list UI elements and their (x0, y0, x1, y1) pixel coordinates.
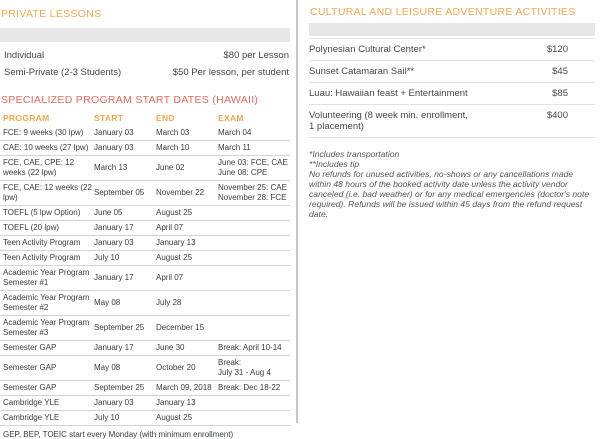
private-lessons-header-bar (0, 28, 290, 42)
activity-price: $85 (552, 88, 568, 99)
text-line: FCE: 9 weeks (30 lpw) (3, 128, 84, 137)
activity-label (309, 44, 426, 55)
lesson-row (0, 64, 290, 81)
note-line: No refunds for unused activities, no-shows or any cancellations made within 48 hours of the booked activity date unless the activity vendor canceled (i.e. bad weather) or for any medical emergencies (doctor's note required). Refunds will be issued within 45 days from the refund request date. (309, 169, 590, 219)
text-line: January 03 (94, 238, 134, 247)
text-line: December 15 (156, 323, 205, 332)
table-cell (156, 251, 218, 266)
activities-header-bar (309, 23, 595, 36)
text-line: May 08 (94, 363, 121, 372)
table-cell (218, 236, 290, 251)
lesson-price: $50 Per lesson, per student (172, 67, 289, 78)
text-line: January 17 (94, 223, 134, 232)
table-cell (94, 316, 156, 341)
table-cell (218, 381, 290, 396)
table-cell (156, 126, 218, 141)
table-cell (94, 206, 156, 221)
text-line: March 11 (218, 143, 251, 152)
table-cell (0, 356, 94, 381)
text-line: TOEFL (20 lpw) (3, 223, 60, 232)
table-cell (94, 411, 156, 426)
text-line: September 25 (94, 323, 145, 332)
table-row (0, 381, 290, 396)
activity-label (309, 110, 468, 132)
column-header: PROGRAM (3, 113, 50, 123)
table-cell (0, 341, 94, 356)
table-cell (156, 141, 218, 156)
table-cell (218, 181, 290, 206)
program-dates-title: SPECIALIZED PROGRAM START DATES (HAWAII) (1, 94, 259, 106)
table-row (0, 356, 290, 381)
text-line: June 08: CPE (218, 168, 268, 177)
text-line: March 03 (156, 128, 190, 137)
table-row (0, 316, 290, 341)
table-row (0, 141, 290, 156)
table-cell (218, 156, 290, 181)
activity-price: $400 (546, 110, 568, 121)
text-line: May 08 (94, 298, 121, 307)
lesson-label: Semi-Private (2-3 Students) (4, 67, 122, 78)
table-row (0, 266, 290, 291)
text-line: Break: Dec 18-22 (218, 383, 281, 392)
text-line: March 10 (156, 143, 190, 152)
activity-row (309, 83, 595, 105)
text-line: January 03 (94, 128, 134, 137)
private-lessons-list (0, 47, 290, 81)
text-line: June 02 (156, 163, 185, 172)
table-cell (0, 221, 94, 236)
table-cell (156, 291, 218, 316)
text-line: Teen Activity Program (3, 253, 81, 262)
table-cell (0, 381, 94, 396)
table-cell (0, 206, 94, 221)
table-cell (94, 356, 156, 381)
text-line: July 10 (94, 413, 120, 422)
note-line: *Includes transportation (309, 149, 400, 159)
left-column (0, 0, 296, 439)
activities-list (309, 38, 595, 138)
activity-row (309, 61, 595, 83)
table-cell (156, 206, 218, 221)
text-line: Semester GAP (3, 343, 57, 352)
table-cell (218, 316, 290, 341)
text-line: January 17 (94, 273, 134, 282)
table-row (0, 251, 290, 266)
text-line: March 13 (94, 163, 128, 172)
text-line: August 25 (156, 208, 193, 217)
text-line: July 10 (94, 253, 120, 262)
text-line: September 25 (94, 383, 145, 392)
table-row (0, 181, 290, 206)
activity-price: $120 (546, 44, 568, 55)
text-line: Semester GAP (3, 363, 57, 372)
table-cell (156, 341, 218, 356)
table-cell (218, 341, 290, 356)
table-cell (218, 251, 290, 266)
text-line: Sunset Catamaran Sail** (309, 66, 415, 77)
text-line: Cambridge YLE (3, 413, 60, 422)
table-cell (218, 221, 290, 236)
text-line: 1 placement) (309, 121, 364, 132)
table-row (0, 236, 290, 251)
table-cell (0, 141, 94, 156)
text-line: January 13 (156, 238, 196, 247)
table-cell (94, 156, 156, 181)
table-cell (156, 181, 218, 206)
text-line: CAE: 10 weeks (27 lpw) (3, 143, 89, 152)
table-cell (94, 221, 156, 236)
text-line: July 31 - Aug 4 (218, 368, 271, 377)
text-line: January 17 (94, 343, 134, 352)
table-cell (0, 236, 94, 251)
text-line: September 05 (94, 188, 145, 197)
table-cell (156, 266, 218, 291)
text-line: FCE, CAE, CPE: 12 weeks (22 lpw) (3, 158, 75, 177)
table-cell (0, 156, 94, 181)
table-cell (218, 141, 290, 156)
program-dates-table (0, 113, 290, 426)
lesson-price: $80 per Lesson (223, 50, 289, 61)
table-cell (0, 181, 94, 206)
column-header: EXAM (218, 113, 244, 123)
private-lessons-title: PRIVATE LESSONS (1, 8, 102, 20)
text-line: Break: April 10-14 (218, 343, 282, 352)
table-cell (218, 411, 290, 426)
text-line: Volunteering (8 week min. enrollment, (309, 110, 468, 121)
table-cell (94, 236, 156, 251)
text-line: November 25: CAE (218, 183, 287, 192)
table-cell (218, 266, 290, 291)
text-line: March 09, 2018 (156, 383, 212, 392)
table-cell (156, 356, 218, 381)
text-line: April 07 (156, 223, 184, 232)
table-cell (94, 141, 156, 156)
text-line: Academic Year Program Semester #2 (3, 293, 90, 312)
lesson-label: Individual (4, 50, 45, 61)
text-line: Academic Year Program Semester #3 (3, 318, 90, 337)
text-line: Academic Year Program Semester #1 (3, 268, 90, 287)
activity-label (309, 66, 414, 77)
table-cell (94, 396, 156, 411)
table-row (0, 341, 290, 356)
table-cell (156, 396, 218, 411)
text-line: November 22 (156, 188, 205, 197)
table-cell (94, 251, 156, 266)
table-row (0, 126, 290, 141)
table-cell (94, 291, 156, 316)
lesson-row (0, 47, 290, 64)
text-line: July 28 (156, 298, 182, 307)
text-line: March 04 (218, 128, 252, 137)
table-row (0, 291, 290, 316)
table-row (0, 221, 290, 236)
table-footnote: GEP, BEP, TOEIC start every Monday (with minimum enrollment) (3, 430, 234, 439)
text-line: Semester GAP (3, 383, 57, 392)
text-line: January 13 (156, 398, 196, 407)
right-column (296, 0, 600, 423)
table-cell (218, 126, 290, 141)
activity-row (309, 105, 595, 138)
table-row (0, 156, 290, 181)
text-line: April 07 (156, 273, 184, 282)
table-cell (94, 341, 156, 356)
table-cell (0, 266, 94, 291)
table-cell (0, 396, 94, 411)
text-line: October 20 (156, 363, 196, 372)
table-cell (156, 221, 218, 236)
text-line: November 28: FCE (218, 193, 287, 202)
table-cell (0, 251, 94, 266)
table-cell (94, 181, 156, 206)
table-cell (0, 291, 94, 316)
table-cell (156, 236, 218, 251)
text-line: August 25 (156, 253, 193, 262)
note-line: **Includes tip (309, 159, 360, 169)
activity-row (309, 39, 595, 61)
table-cell (156, 411, 218, 426)
text-line: FCE, CAE: 12 weeks (22 lpw) (3, 183, 92, 202)
table-cell (94, 126, 156, 141)
table-cell (218, 206, 290, 221)
table-header-row (0, 113, 290, 126)
text-line: January 03 (94, 143, 134, 152)
fine-print (309, 149, 595, 219)
column-header: START (94, 113, 124, 123)
text-line: TOEFL (5 lpw Option) (3, 208, 81, 217)
table-cell (156, 156, 218, 181)
table-cell (94, 381, 156, 396)
table-row (0, 396, 290, 411)
table-cell (156, 381, 218, 396)
text-line: Teen Activity Program (3, 238, 81, 247)
activities-title: CULTURAL AND LEISURE ADVENTURE ACTIVITIES (310, 6, 576, 18)
table-cell (218, 356, 290, 381)
table-cell (94, 266, 156, 291)
text-line: Cambridge YLE (3, 398, 60, 407)
text-line: June 05 (94, 208, 123, 217)
table-cell (218, 291, 290, 316)
column-header: END (156, 113, 175, 123)
text-line: January 03 (94, 398, 134, 407)
table-row (0, 206, 290, 221)
table-cell (218, 396, 290, 411)
table-cell (156, 316, 218, 341)
text-line: June 03: FCE, CAE (218, 158, 288, 167)
text-line: August 25 (156, 413, 193, 422)
activity-label (309, 88, 468, 99)
text-line: Luau: Hawaiian feast + Entertainment (309, 88, 468, 99)
table-cell (0, 411, 94, 426)
table-cell (0, 126, 94, 141)
table-row (0, 411, 290, 426)
text-line: Polynesian Cultural Center* (309, 44, 426, 55)
activity-price: $45 (552, 66, 568, 77)
table-cell (0, 316, 94, 341)
text-line: June 30 (156, 343, 185, 352)
text-line: Break: (218, 358, 242, 367)
